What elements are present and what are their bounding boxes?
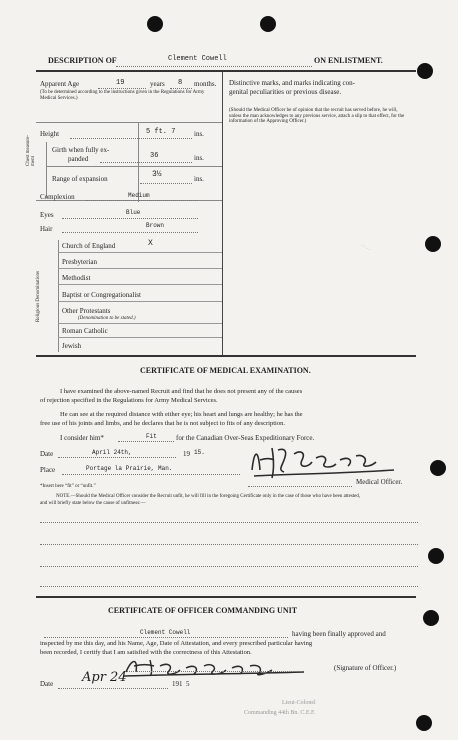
faint-mark: · · · ·: [359, 243, 371, 254]
consider-suffix: for the Canadian Over-Seas Expeditionary Force.: [176, 434, 315, 442]
religion-item-jewish: Jewish: [62, 342, 82, 350]
punch-hole: [428, 548, 444, 564]
range-unit: ins.: [194, 175, 204, 183]
punch-hole: [260, 16, 276, 32]
officer-line3: been recorded, I certify that I am satisfied with the correctness of this Attestation.: [40, 649, 252, 656]
medical-para1-line2: of rejection specified in the Regulations for Army Medical Services.: [40, 397, 218, 404]
medical-date-label: Date: [40, 450, 54, 458]
column-divider: [222, 72, 223, 355]
height-value: 5 ft. 7: [146, 128, 176, 136]
complexion-label: Complexion: [40, 193, 75, 201]
medical-place-label: Place: [40, 466, 56, 474]
age-months: 8: [178, 79, 183, 87]
age-label: Apparent Age: [40, 80, 80, 88]
punch-hole: [417, 63, 433, 79]
religion-side-label: Religious Denominations: [36, 271, 41, 322]
religion-item-baptist: Baptist or Congregationalist: [62, 291, 141, 299]
officer-line1-suffix: having been finally approved and: [292, 630, 386, 638]
medical-para2-line2: free use of his joints and limbs, and he declares that he is not subject to fits of any description.: [40, 420, 285, 427]
girth-label-2: panded: [68, 155, 89, 163]
medical-para1-line1: I have examined the above-named Recruit and find that he does not present any of the causes: [60, 388, 303, 395]
religion-item-roman-catholic: Roman Catholic: [62, 327, 108, 335]
punch-hole: [425, 236, 441, 252]
medical-officer-title: Medical Officer.: [356, 478, 403, 486]
religion-item-presbyterian: Presbyterian: [62, 258, 97, 266]
height-label: Height: [40, 130, 60, 138]
officer-heading: CERTIFICATE OF OFFICER COMMANDING UNIT: [108, 606, 298, 615]
stamp-line2: Commanding 44th Bn. C.E.F.: [244, 710, 316, 716]
age-note: (To be determined according to the instructions given in the Regulations for Army Medical Services.): [40, 90, 205, 101]
religion-mark: X: [148, 239, 153, 248]
eyes-value: Blue: [126, 209, 141, 216]
girth-unit: ins.: [194, 154, 204, 162]
punch-hole: [423, 610, 439, 626]
medical-heading: CERTIFICATE OF MEDICAL EXAMINATION.: [140, 366, 311, 375]
chest-side-label: Chest measure-ment: [26, 135, 36, 166]
hair-label: Hair: [40, 225, 53, 233]
consider-prefix: I consider him*: [60, 434, 104, 442]
stamp-line1: Lieut-Colonel: [282, 700, 316, 706]
hair-value: Brown: [146, 222, 165, 229]
distinctive-note: (Should the Medical Officer be of opinion that the recruit has served before, he will, unless the man acknowledges to any previous service, attach a slip to that effect, for the information of the Approving Officer.): [229, 108, 405, 124]
consider-value: Fit: [146, 433, 157, 440]
age-years-label: years: [150, 80, 165, 88]
complexion-value: Medium: [128, 192, 150, 199]
girth-label-1: Girth when fully ex-: [52, 146, 110, 154]
distinctive-heading-1: Distinctive marks, and marks indicating con-: [229, 79, 355, 87]
religion-item-other-protestants: Other Protestants: [62, 307, 111, 315]
officer-line2: inspected by me this day, and his Name, Age, Date of Attestation, and every prescribed particular having: [40, 640, 313, 647]
age-months-label: months.: [194, 80, 217, 88]
religion-item-methodist: Methodist: [62, 274, 91, 282]
eyes-label: Eyes: [40, 211, 54, 219]
medical-place-value: Portage la Prairie, Man.: [86, 465, 173, 472]
soldier-name: Clement Cowell: [168, 55, 227, 63]
punch-hole: [416, 715, 432, 731]
insert-note: *Insert here “fit” or “unfit.”: [40, 484, 96, 489]
distinctive-heading-2: genital peculiarities or previous disease.: [229, 88, 342, 96]
punch-hole: [430, 460, 446, 476]
header-title-right: ON ENLISTMENT.: [314, 56, 383, 65]
religion-item-church-of-england: Church of England: [62, 242, 116, 250]
medical-date-value: April 24th,: [92, 449, 132, 456]
officer-date-label: Date: [40, 680, 54, 688]
punch-hole: [147, 16, 163, 32]
age-years: 19: [116, 79, 125, 87]
medical-para2-line1: He can see at the required distance with either eye; his heart and lungs are healthy; he has the: [60, 411, 303, 418]
officer-date-value: Apr 24: [82, 670, 127, 685]
header-rule: [36, 70, 416, 72]
officer-year-prefix: 191: [172, 680, 183, 688]
officer-year-value: 5: [186, 680, 190, 688]
medical-year-value: 15.: [194, 449, 205, 456]
medical-note-line2: and will briefly state below the cause of unfitness:—: [40, 501, 146, 506]
officer-signature: [120, 652, 310, 680]
medical-year-prefix: 19: [183, 450, 190, 458]
range-label: Range of expansion: [52, 175, 108, 183]
officer-signature-label: (Signature of Officer.): [334, 664, 397, 672]
height-unit: ins.: [194, 130, 204, 138]
officer-name: Clement Cowell: [140, 629, 191, 636]
medical-note-line1: NOTE.—Should the Medical Officer consider the Recruit unfit, he will fill in the foregoing Certificate only in the case of those who have been attested,: [56, 494, 361, 499]
religion-other-note: (Denomination to be stated.): [78, 316, 136, 321]
range-value: 3½: [152, 170, 162, 179]
girth-value: 36: [150, 152, 159, 160]
header-title-left: DESCRIPTION OF: [48, 56, 117, 65]
